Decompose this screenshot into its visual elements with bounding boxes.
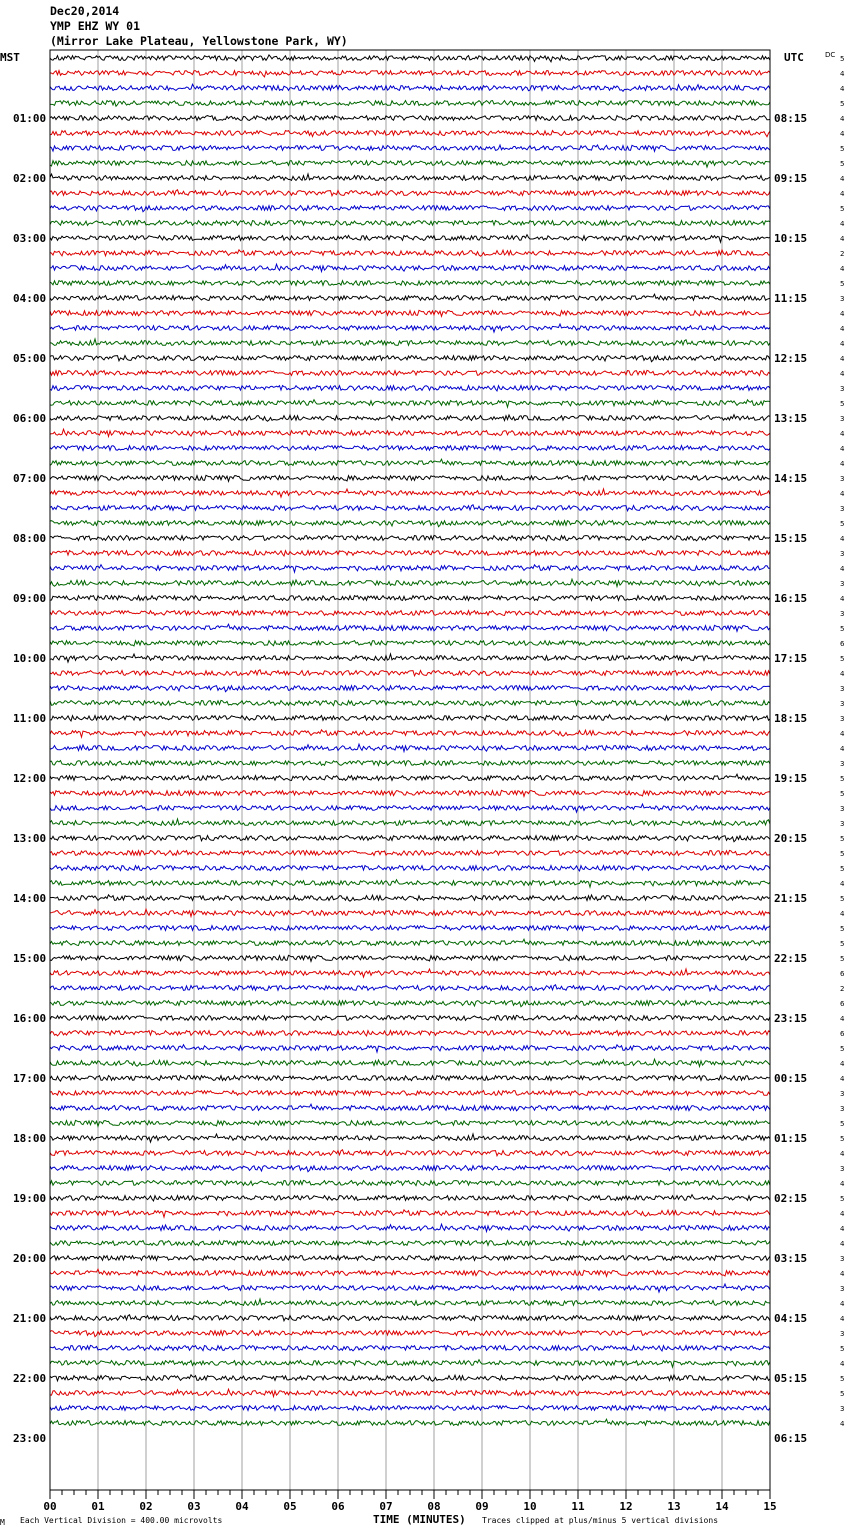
dc-offset-label: 4: [840, 265, 845, 273]
left-hour-labels: [13, 112, 46, 1445]
trace-row-59: [50, 926, 770, 931]
left-hour-label: 15:00: [13, 952, 47, 965]
dc-offset-label: 5: [840, 625, 845, 633]
dc-offset-label: 4: [840, 490, 845, 498]
trace-row-8: [50, 161, 770, 168]
trace-row-38: [50, 611, 770, 616]
dc-offset-label: 4: [840, 1225, 845, 1233]
dc-offset-label: 4: [840, 130, 845, 138]
dc-offset-label: 4: [840, 595, 845, 603]
dc-offset-label: 4: [840, 235, 845, 243]
trace-row-21: [50, 356, 770, 362]
trace-row-67: [50, 1045, 770, 1052]
trace-row-84: [50, 1299, 770, 1305]
trace-row-43: [50, 686, 770, 692]
left-hour-label: 14:00: [13, 892, 47, 905]
trace-row-39: [50, 624, 770, 631]
dc-offset-label: 3: [840, 505, 845, 513]
trace-row-5: [50, 116, 770, 121]
dc-offset-label: 5: [840, 940, 845, 948]
right-hour-label: 01:15: [774, 1132, 808, 1145]
right-hour-label: 22:15: [774, 952, 808, 965]
trace-row-42: [50, 670, 770, 676]
right-hour-label: 20:15: [774, 832, 808, 845]
right-hour-label: 15:15: [774, 532, 808, 545]
x-axis: [43, 1490, 776, 1513]
dc-offset-label: 4: [840, 1420, 845, 1428]
dc-offset-label: 6: [840, 1030, 845, 1038]
dc-offset-label: 3: [840, 580, 845, 588]
dc-offset-label: 6: [840, 640, 845, 648]
trace-row-83: [50, 1284, 770, 1292]
trace-row-87: [50, 1345, 770, 1351]
trace-row-28: [50, 459, 770, 466]
dc-offset-label: 6: [840, 970, 845, 978]
dc-offset-label: 5: [840, 1390, 845, 1398]
trace-row-16: [50, 281, 770, 286]
trace-row-4: [50, 101, 770, 107]
dc-offset-label: 5: [840, 520, 845, 528]
trace-row-90: [50, 1389, 770, 1396]
dc-offset-label: 5: [840, 835, 845, 843]
left-hour-label: 22:00: [13, 1372, 47, 1385]
dc-offset-label: 4: [840, 535, 845, 543]
x-tick-label: 05: [283, 1500, 297, 1513]
dc-offset-label: 5: [840, 400, 845, 408]
dc-offset-label: 3: [840, 1090, 845, 1098]
trace-row-73: [50, 1134, 770, 1142]
dc-offset-label: 4: [840, 325, 845, 333]
trace-row-6: [50, 131, 770, 137]
dc-offset-label: 3: [840, 685, 845, 693]
dc-offset-label: 4: [840, 910, 845, 918]
trace-row-51: [50, 804, 770, 812]
trace-row-14: [50, 250, 770, 256]
right-hour-label: 12:15: [774, 352, 808, 365]
trace-row-34: [50, 550, 770, 556]
trace-row-24: [50, 400, 770, 407]
right-hour-label: 13:15: [774, 412, 808, 425]
dc-offset-label: 4: [840, 445, 845, 453]
dc-offset-label: 4: [840, 1015, 845, 1023]
corner-mark: M: [0, 1518, 5, 1527]
trace-row-25: [50, 415, 770, 422]
x-tick-label: 15: [763, 1500, 777, 1513]
dc-offset-label: 3: [840, 1330, 845, 1338]
trace-row-33: [50, 535, 770, 540]
dc-offset-label: 4: [840, 355, 845, 363]
trace-row-18: [50, 310, 770, 316]
dc-offset-label: 4: [840, 1360, 845, 1368]
dc-offset-label: 5: [840, 655, 845, 663]
clip-note: Traces clipped at plus/minus 5 vertical divisions: [482, 1516, 719, 1525]
trace-row-60: [50, 939, 770, 946]
trace-row-26: [50, 429, 770, 436]
dc-title: DC: [825, 51, 836, 59]
trace-row-62: [50, 969, 770, 977]
trace-row-1: [50, 55, 770, 62]
trace-row-23: [50, 386, 770, 391]
trace-row-71: [50, 1104, 770, 1111]
x-tick-label: 03: [187, 1500, 201, 1513]
right-hour-label: 19:15: [774, 772, 808, 785]
left-hour-label: 08:00: [13, 532, 47, 545]
left-hour-label: 02:00: [13, 172, 47, 185]
dc-offset-label: 3: [840, 700, 845, 708]
right-hour-label: 11:15: [774, 292, 808, 305]
dc-offset-label: 4: [840, 1240, 845, 1248]
right-hour-label: 18:15: [774, 712, 808, 725]
trace-row-78: [50, 1210, 770, 1217]
trace-row-66: [50, 1030, 770, 1036]
dc-offset-label: 4: [840, 340, 845, 348]
dc-offset-label: 4: [840, 220, 845, 228]
seismic-traces: [50, 55, 770, 1426]
trace-row-49: [50, 774, 770, 780]
x-tick-label: 04: [235, 1500, 249, 1513]
trace-row-88: [50, 1360, 770, 1367]
dc-offset-label: 3: [840, 1255, 845, 1263]
trace-row-30: [50, 489, 770, 497]
dc-offset-label: 5: [840, 775, 845, 783]
left-hour-label: 03:00: [13, 232, 47, 245]
dc-offset-label: 4: [840, 370, 845, 378]
trace-row-76: [50, 1180, 770, 1185]
trace-row-45: [50, 715, 770, 721]
dc-offset-label: 4: [840, 1270, 845, 1278]
dc-offset-label: 3: [840, 385, 845, 393]
x-tick-label: 12: [619, 1500, 633, 1513]
trace-row-79: [50, 1224, 770, 1231]
left-hour-label: 01:00: [13, 112, 47, 125]
left-hour-label: 05:00: [13, 352, 47, 365]
dc-offset-label: 5: [840, 205, 845, 213]
x-tick-label: 07: [379, 1500, 393, 1513]
x-tick-label: 06: [331, 1500, 345, 1513]
left-hour-label: 19:00: [13, 1192, 47, 1205]
dc-offset-label: 3: [840, 820, 845, 828]
left-axis-title: MST: [0, 51, 20, 64]
dc-offset-label: 5: [840, 55, 845, 63]
dc-offset-label: 5: [840, 1045, 845, 1053]
dc-offset-label: 4: [840, 85, 845, 93]
trace-row-80: [50, 1241, 770, 1246]
right-hour-label: 00:15: [774, 1072, 808, 1085]
trace-row-27: [50, 446, 770, 451]
trace-row-12: [50, 220, 770, 226]
left-hour-label: 10:00: [13, 652, 47, 665]
dc-offset-label: 4: [840, 745, 845, 753]
dc-offset-label: 4: [840, 1180, 845, 1188]
trace-row-82: [50, 1269, 770, 1276]
x-tick-label: 10: [523, 1500, 537, 1513]
trace-row-89: [50, 1375, 770, 1381]
trace-row-56: [50, 880, 770, 887]
dc-offset-label: 5: [840, 790, 845, 798]
left-hour-label: 06:00: [13, 412, 47, 425]
trace-row-41: [50, 654, 770, 662]
x-tick-label: 11: [571, 1500, 585, 1513]
dc-offset-label: 4: [840, 880, 845, 888]
dc-offset-label: 4: [840, 430, 845, 438]
dc-offset-label: 3: [840, 1165, 845, 1173]
x-tick-label: 13: [667, 1500, 681, 1513]
dc-offset-label: 3: [840, 415, 845, 423]
dc-offset-label: 4: [840, 1315, 845, 1323]
dc-offset-label: 4: [840, 730, 845, 738]
trace-row-85: [50, 1315, 770, 1321]
right-hour-label: 14:15: [774, 472, 808, 485]
trace-row-37: [50, 596, 770, 601]
x-tick-label: 14: [715, 1500, 729, 1513]
right-hour-label: 21:15: [774, 892, 808, 905]
dc-offset-label: 3: [840, 1405, 845, 1413]
dc-offset-label: 5: [840, 280, 845, 288]
dc-offset-label: 4: [840, 1060, 845, 1068]
dc-offset-label: 2: [840, 985, 845, 993]
x-tick-label: 09: [475, 1500, 489, 1513]
trace-row-9: [50, 174, 770, 180]
trace-row-2: [50, 71, 770, 77]
trace-row-31: [50, 505, 770, 511]
trace-row-47: [50, 744, 770, 751]
dc-offset-label: 4: [840, 115, 845, 123]
dc-offset-label: 3: [840, 295, 845, 303]
dc-offset-label: 3: [840, 760, 845, 768]
dc-offset-label: 5: [840, 925, 845, 933]
right-hour-label: 16:15: [774, 592, 808, 605]
trace-row-13: [50, 235, 770, 242]
trace-row-32: [50, 521, 770, 527]
right-hour-label: 23:15: [774, 1012, 808, 1025]
dc-offset-label: 5: [840, 895, 845, 903]
x-tick-label: 02: [139, 1500, 153, 1513]
dc-offset-label: 4: [840, 1210, 845, 1218]
trace-row-74: [50, 1150, 770, 1156]
trace-row-44: [50, 700, 770, 705]
dc-offset-label: 4: [840, 190, 845, 198]
trace-row-92: [50, 1419, 770, 1425]
scale-note: Each Vertical Division = 400.00 microvolts: [20, 1516, 223, 1525]
left-hour-label: 04:00: [13, 292, 47, 305]
trace-row-48: [50, 761, 770, 766]
chart-location: (Mirror Lake Plateau, Yellowstone Park, WY): [50, 34, 348, 48]
x-tick-label: 08: [427, 1500, 441, 1513]
left-hour-label: 21:00: [13, 1312, 47, 1325]
left-hour-label: 11:00: [13, 712, 47, 725]
dc-offset-label: 4: [840, 70, 845, 78]
left-hour-label: 17:00: [13, 1072, 47, 1085]
right-hour-label: 08:15: [774, 112, 808, 125]
trace-row-54: [50, 850, 770, 855]
left-hour-label: 16:00: [13, 1012, 47, 1025]
dc-offset-label: 5: [840, 865, 845, 873]
trace-row-22: [50, 370, 770, 375]
dc-offset-labels: [840, 55, 845, 1428]
dc-offset-label: 5: [840, 100, 845, 108]
x-axis-title: TIME (MINUTES): [373, 1513, 466, 1526]
left-hour-label: 20:00: [13, 1252, 47, 1265]
trace-row-40: [50, 641, 770, 646]
left-hour-label: 09:00: [13, 592, 47, 605]
trace-row-10: [50, 190, 770, 196]
trace-row-64: [50, 1001, 770, 1007]
trace-row-52: [50, 819, 770, 825]
dc-offset-label: 4: [840, 1150, 845, 1158]
trace-row-29: [50, 475, 770, 481]
trace-row-3: [50, 84, 770, 91]
trace-row-75: [50, 1166, 770, 1172]
chart-station: YMP EHZ WY 01: [50, 19, 141, 33]
left-hour-label: 18:00: [13, 1132, 47, 1145]
right-hour-label: 03:15: [774, 1252, 808, 1265]
trace-row-15: [50, 264, 770, 271]
dc-offset-label: 4: [840, 565, 845, 573]
trace-row-20: [50, 339, 770, 345]
trace-row-19: [50, 324, 770, 332]
trace-row-81: [50, 1256, 770, 1261]
x-tick-label: 00: [43, 1500, 57, 1513]
right-hour-label: 05:15: [774, 1372, 808, 1385]
trace-row-50: [50, 790, 770, 796]
trace-row-11: [50, 206, 770, 212]
dc-offset-label: 5: [840, 850, 845, 858]
left-hour-label: 13:00: [13, 832, 47, 845]
dc-offset-label: 4: [840, 175, 845, 183]
trace-row-72: [50, 1120, 770, 1126]
trace-row-61: [50, 955, 770, 961]
right-axis-title: UTC: [784, 51, 804, 64]
trace-row-57: [50, 895, 770, 901]
left-hour-label: 12:00: [13, 772, 47, 785]
right-hour-label: 04:15: [774, 1312, 808, 1325]
dc-offset-label: 2: [840, 250, 845, 258]
dc-offset-label: 5: [840, 955, 845, 963]
trace-row-53: [50, 836, 770, 842]
dc-offset-label: 4: [840, 1075, 845, 1083]
trace-row-63: [50, 985, 770, 991]
trace-row-91: [50, 1406, 770, 1411]
right-hour-label: 09:15: [774, 172, 808, 185]
trace-row-69: [50, 1076, 770, 1082]
x-tick-label: 01: [91, 1500, 105, 1513]
right-hour-labels: [774, 112, 807, 1445]
dc-offset-label: 4: [840, 670, 845, 678]
dc-offset-label: 3: [840, 550, 845, 558]
dc-offset-label: 3: [840, 1105, 845, 1113]
trace-row-58: [50, 909, 770, 916]
dc-offset-label: 6: [840, 1000, 845, 1008]
dc-offset-label: 4: [840, 1300, 845, 1308]
dc-offset-label: 3: [840, 715, 845, 723]
trace-row-65: [50, 1015, 770, 1020]
left-hour-label: 07:00: [13, 472, 47, 485]
trace-row-86: [50, 1331, 770, 1337]
dc-offset-label: 5: [840, 160, 845, 168]
trace-row-77: [50, 1195, 770, 1201]
chart-date: Dec20,2014: [50, 4, 120, 18]
left-hour-label: 23:00: [13, 1432, 47, 1445]
right-hour-label: 17:15: [774, 652, 808, 665]
dc-offset-label: 5: [840, 1120, 845, 1128]
dc-offset-label: 3: [840, 1285, 845, 1293]
trace-row-70: [50, 1091, 770, 1096]
trace-row-35: [50, 565, 770, 572]
trace-row-7: [50, 145, 770, 151]
dc-offset-label: 3: [840, 610, 845, 618]
dc-offset-label: 5: [840, 1375, 845, 1383]
dc-offset-label: 5: [840, 1345, 845, 1353]
right-hour-label: 06:15: [774, 1432, 808, 1445]
trace-row-46: [50, 730, 770, 737]
dc-offset-label: 5: [840, 145, 845, 153]
right-hour-label: 02:15: [774, 1192, 808, 1205]
trace-row-17: [50, 294, 770, 300]
trace-row-55: [50, 866, 770, 871]
trace-row-68: [50, 1059, 770, 1066]
dc-offset-label: 4: [840, 460, 845, 468]
right-hour-label: 10:15: [774, 232, 808, 245]
trace-row-36: [50, 579, 770, 586]
dc-offset-label: 4: [840, 310, 845, 318]
dc-offset-label: 3: [840, 805, 845, 813]
dc-offset-label: 5: [840, 1195, 845, 1203]
dc-offset-label: 5: [840, 1135, 845, 1143]
dc-offset-label: 3: [840, 475, 845, 483]
